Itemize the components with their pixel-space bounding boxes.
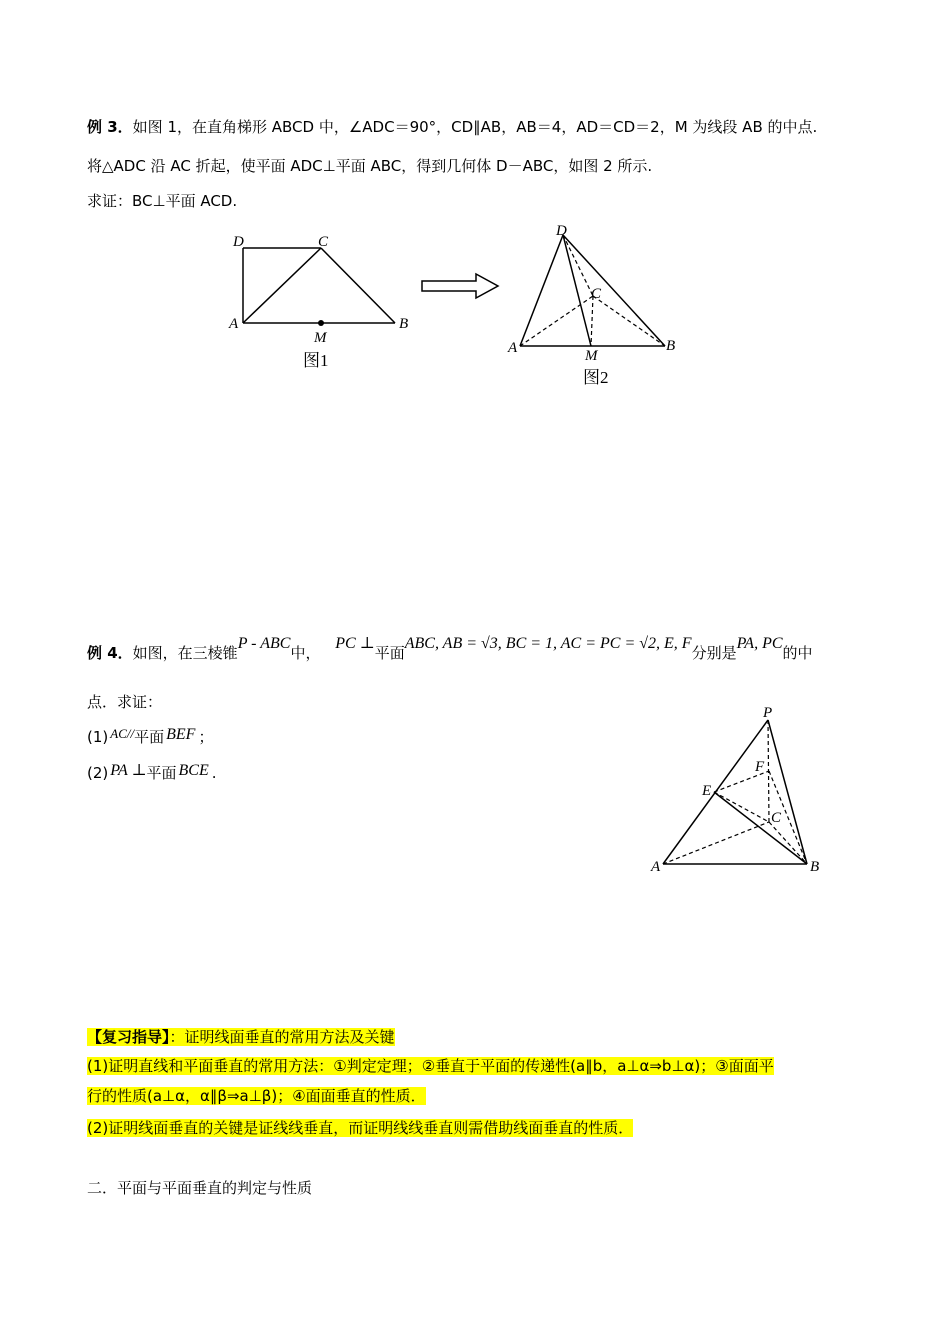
fig1-label-c: C (318, 234, 329, 250)
transform-arrow-icon (420, 272, 502, 300)
fig4-edge-ec (714, 792, 769, 822)
fig4-edge-eb (714, 792, 807, 864)
example4-conditions: ABC, AB = √3, BC = 1, AC = PC = √2, E, F (404, 635, 692, 652)
fig1-edge-cb (321, 248, 395, 323)
q2-number: (2) (87, 764, 109, 782)
example4-respectively: 分别是 (691, 644, 737, 662)
fig2-edge-ac (520, 296, 593, 346)
review-point1-text2: 行的性质(a⊥α，α∥β⇒a⊥β)；④面面垂直的性质． (87, 1087, 426, 1105)
fig2-label-m: M (585, 348, 598, 364)
example3-statement-1: 如图 1，在直角梯形 ABCD 中，∠ADC＝90°，CD∥AB，AB＝4，AD＝CD＝2，M 为线段 AB 的中点. (132, 118, 818, 136)
example3-label: 例 3． (87, 118, 133, 136)
fig1-edge-ac (243, 248, 321, 323)
example4-q1 (87, 726, 213, 749)
q1-plane: 平面 (134, 728, 165, 746)
example3-question: 求证：BC⊥平面 ACD. (87, 192, 238, 210)
fig2-label-c: C (591, 286, 602, 302)
fig1-point-m (318, 320, 324, 326)
review-title: 【复习指导】 (87, 1028, 170, 1046)
example4-line1 (87, 630, 813, 660)
fig1-caption: 图1 (303, 351, 329, 370)
fig2-edge-da (520, 235, 563, 346)
q2-target: BCE (178, 762, 209, 779)
example4-plane-word: 平面 (374, 644, 405, 662)
example4-segments: PA, PC (736, 635, 783, 652)
fig4-label-a: A (651, 859, 661, 875)
example3-figure1 (225, 228, 425, 378)
fig4-label-p: P (763, 705, 773, 721)
q2-plane: 平面 (146, 764, 177, 782)
example4-line2: 点．求证： (87, 693, 163, 711)
example4-mid: 的中 (782, 644, 813, 662)
fig2-edge-db (563, 235, 665, 346)
fig4-label-e: E (702, 783, 712, 799)
fig1-label-d: D (233, 234, 244, 250)
fig2-edge-dc (563, 235, 593, 296)
fig4-edge-pb (768, 720, 807, 864)
review-point2-text: (2)证明线面垂直的关键是证线线垂直，而证明线线垂直则需借助线面垂直的性质． (87, 1119, 634, 1137)
review-title-rest: ：证明线面垂直的常用方法及关键 (169, 1028, 395, 1046)
review-point1-line2 (87, 1085, 426, 1107)
fig1-label-b: B (399, 316, 409, 332)
fig2-edge-cm (591, 296, 593, 346)
q1-math: AC// (110, 726, 135, 741)
section2-title: 二．平面与平面垂直的判定与性质 (87, 1179, 313, 1197)
fig4-label-b: B (810, 859, 820, 875)
example4-perp: PC ⊥ (335, 635, 375, 652)
fig2-caption: 图2 (583, 368, 609, 387)
fig1-label-m: M (314, 330, 327, 346)
review-point1-line1 (87, 1055, 774, 1077)
review-point2 (87, 1117, 633, 1139)
example4-q2 (87, 762, 217, 785)
fig4-label-c: C (771, 810, 782, 826)
fig2-edge-cb (593, 296, 665, 346)
q2-end: . (211, 764, 217, 782)
example3-line1 (87, 116, 817, 138)
fig2-label-d: D (556, 223, 567, 239)
example4-intro: 如图，在三棱锥 (132, 644, 238, 662)
q1-end: ； (198, 728, 214, 746)
fig4-label-f: F (755, 759, 765, 775)
example3-statement-2: 将△ADC 沿 AC 折起，使平面 ADC⊥平面 ABC，得到几何体 D－ABC，如图 2 所示. (87, 157, 653, 175)
q1-number: (1) (87, 728, 109, 746)
q2-math: PA ⊥ (110, 762, 147, 779)
fig2-label-a: A (508, 340, 518, 356)
fig1-label-a: A (229, 316, 239, 332)
example4-label: 例 4． (87, 644, 133, 662)
example4-pyramid: P - ABC (237, 635, 291, 652)
example4-in: 中， (290, 644, 321, 662)
q1-target: BEF (166, 726, 196, 743)
example3-figure2 (505, 220, 690, 390)
fig2-label-b: B (666, 338, 676, 354)
review-title-line (87, 1026, 395, 1048)
example4-figure (645, 700, 830, 880)
review-point1-text1: (1)证明直线和平面垂直的常用方法：①判定定理；②垂直于平面的传递性(a∥b，a⊥α⇒b⊥α)；③面面平 (87, 1057, 774, 1075)
fig2-edge-dm (563, 235, 591, 346)
